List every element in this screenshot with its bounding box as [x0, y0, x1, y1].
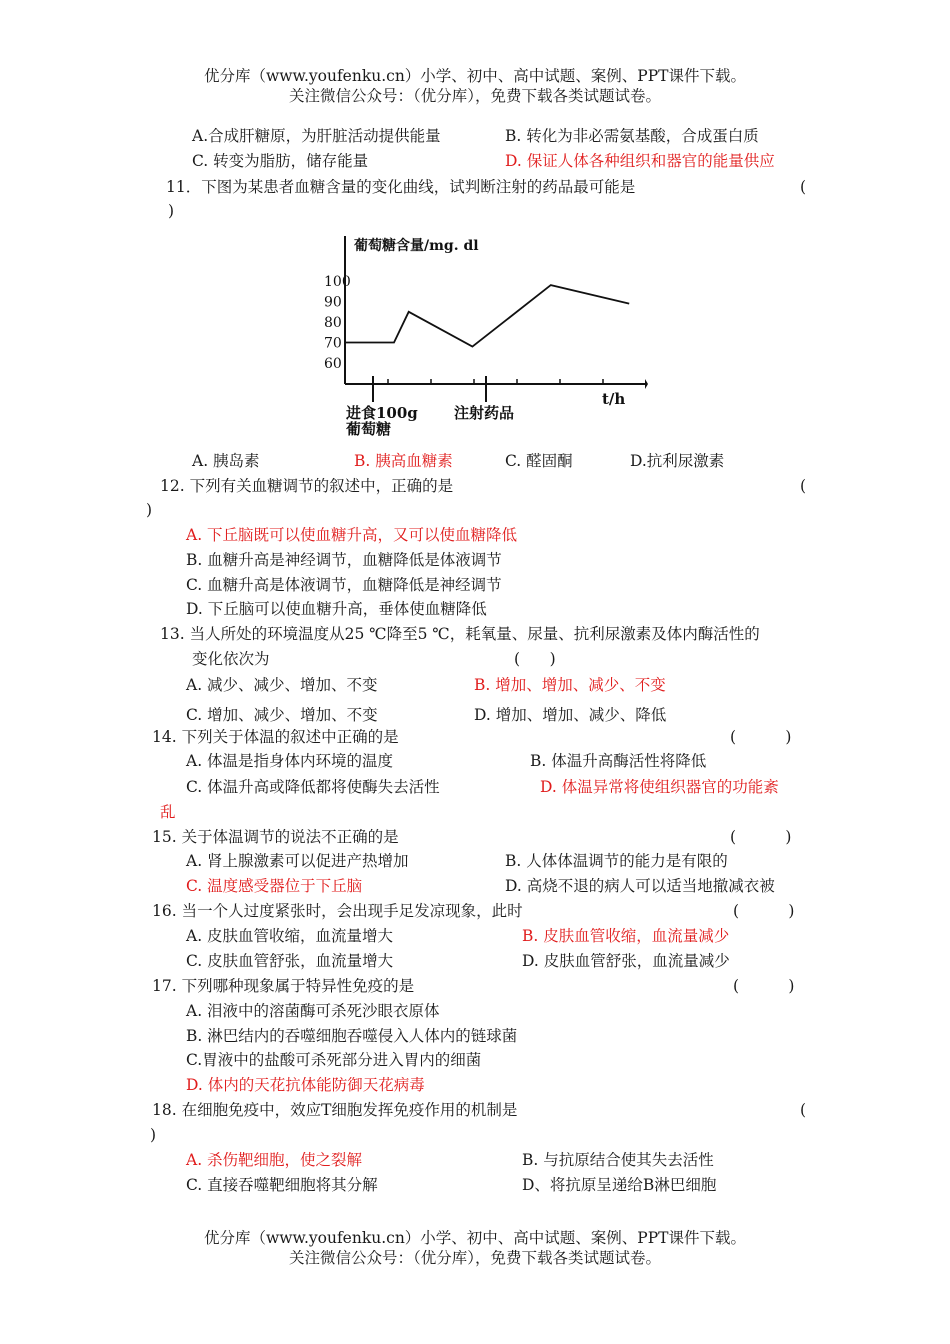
footer-line-2: 关注微信公众号：（优分库），免费下载各类试题试卷。 — [288, 1249, 661, 1267]
q12-option-d: D. 下丘脑可以使血糖升高，垂体使血糖降低 — [186, 600, 487, 618]
meal-annotation-2: 葡萄糖 — [346, 420, 392, 438]
q14-option-d-2: 乱 — [160, 803, 176, 821]
q16-option-c: C. 皮肤血管舒张，血流量增大 — [186, 952, 394, 970]
q15-option-d: D. 高烧不退的病人可以适当地撤减衣被 — [505, 877, 775, 895]
q10-option-d: D. 保证人体各种组织和器官的能量供应 — [505, 152, 775, 170]
header-line-1: 优分库（www.youfenku.cn）小学、初中、高中试题、案例、PPT课件下载。 — [203, 67, 747, 85]
y-tick-label: 60 — [324, 356, 342, 372]
q13-option-a: A. 减少、减少、增加、不变 — [186, 676, 378, 694]
header-line-2: 关注微信公众号：（优分库），免费下载各类试题试卷。 — [288, 87, 661, 105]
q15-option-a: A. 肾上腺激素可以促进产热增加 — [186, 852, 409, 870]
q18-paren-close: ) — [150, 1126, 157, 1144]
q11-option-c: C. 醛固酮 — [505, 452, 573, 470]
q11-option-b: B. 胰高血糖素 — [354, 452, 453, 470]
q18-paren-open: ( — [800, 1101, 807, 1119]
q15-option-b: B. 人体体温调节的能力是有限的 — [505, 852, 728, 870]
q18-option-c: C. 直接吞噬靶细胞将其分解 — [186, 1176, 378, 1194]
chart-xlabel: t/h — [602, 390, 626, 408]
injection-annotation: 注射药品 — [454, 404, 515, 422]
q15-option-c: C. 温度感受器位于下丘脑 — [186, 877, 363, 895]
q14-option-a: A. 体温是指身体内环境的温度 — [186, 752, 394, 770]
q17-option-a: A. 泪液中的溶菌酶可杀死沙眼衣原体 — [186, 1002, 440, 1020]
q11-paren-open: ( — [800, 178, 807, 196]
chart-x-arrow — [645, 379, 648, 389]
q17-option-d: D. 体内的天花抗体能防御天花病毒 — [186, 1076, 425, 1094]
q14-option-c: C. 体温升高或降低都将使酶失去活性 — [186, 778, 440, 796]
q14-option-d-1: D. 体温异常将使组织器官的功能紊 — [540, 778, 779, 796]
q18-option-b: B. 与抗原结合使其失去活性 — [522, 1151, 714, 1169]
q11-stem: 11．下图为某患者血糖含量的变化曲线，试判断注射的药品最可能是 — [166, 178, 636, 196]
q12-option-b: B. 血糖升高是神经调节，血糖降低是体液调节 — [186, 551, 502, 569]
q13-option-d: D. 增加、增加、减少、降低 — [474, 706, 667, 724]
q14-option-b: B. 体温升高酶活性将降低 — [530, 752, 707, 770]
q10-option-c: C. 转变为脂肪，储存能量 — [192, 152, 369, 170]
q17-stem: 17. 下列哪种现象属于特异性免疫的是 — [152, 977, 415, 995]
q10-option-a: A.合成肝糖原，为肝脏活动提供能量 — [192, 127, 441, 145]
q11-option-d: D.抗利尿激素 — [630, 452, 725, 470]
q17-paren: ( ) — [733, 977, 795, 995]
q14-stem: 14. 下列关于体温的叙述中正确的是 — [152, 728, 399, 746]
q18-option-a: A. 杀伤靶细胞，使之裂解 — [186, 1151, 363, 1169]
q16-paren: ( ) — [733, 902, 795, 920]
q11-option-a: A. 胰岛素 — [192, 452, 260, 470]
q11-paren-close: ) — [168, 202, 175, 220]
blood-glucose-chart — [324, 228, 660, 443]
y-tick-label: 100 — [324, 274, 351, 290]
q15-paren: ( ) — [730, 828, 792, 846]
q18-stem: 18. 在细胞免疫中，效应T细胞发挥免疫作用的机制是 — [152, 1101, 518, 1119]
q16-option-a: A. 皮肤血管收缩，血流量增大 — [186, 927, 394, 945]
q13-stem-1: 13. 当人所处的环境温度从25 ℃降至5 ℃，耗氧量、尿量、抗利尿激素及体内酶活性的 — [160, 625, 760, 643]
q13-option-c: C. 增加、减少、增加、不变 — [186, 706, 378, 724]
q12-paren-open: ( — [800, 477, 807, 495]
q12-option-c: C. 血糖升高是体液调节，血糖降低是神经调节 — [186, 576, 502, 594]
q16-option-d: D. 皮肤血管舒张，血流量减少 — [522, 952, 730, 970]
q12-paren-close: ) — [146, 501, 153, 519]
chart-ylabel: 葡萄糖含量/mg. dl — [354, 238, 479, 254]
q16-stem: 16. 当一个人过度紧张时，会出现手足发凉现象，此时 — [152, 902, 523, 920]
q14-paren: ( ) — [730, 728, 792, 746]
footer-line-1: 优分库（www.youfenku.cn）小学、初中、高中试题、案例、PPT课件下载。 — [203, 1229, 747, 1247]
q17-option-c: C.胃液中的盐酸可杀死部分进入胃内的细菌 — [186, 1051, 482, 1069]
y-tick-label: 90 — [324, 294, 342, 311]
q17-option-b: B. 淋巴结内的吞噬细胞吞噬侵入人体内的链球菌 — [186, 1027, 518, 1045]
meal-annotation-1: 进食100g — [346, 404, 418, 422]
chart-series-line — [345, 285, 629, 347]
q12-option-a: A. 下丘脑既可以使血糖升高，又可以使血糖降低 — [186, 526, 518, 544]
q13-stem-2: 变化依次为 — [192, 650, 270, 668]
q16-option-b: B. 皮肤血管收缩，血流量减少 — [522, 927, 730, 945]
q15-stem: 15. 关于体温调节的说法不正确的是 — [152, 828, 399, 846]
q13-paren: ( ) — [514, 650, 556, 668]
q18-option-d: D、将抗原呈递给B淋巴细胞 — [522, 1176, 717, 1194]
q12-stem: 12. 下列有关血糖调节的叙述中，正确的是 — [160, 477, 454, 495]
q10-option-b: B. 转化为非必需氨基酸，合成蛋白质 — [505, 127, 759, 145]
q13-option-b: B. 增加、增加、减少、不变 — [474, 676, 666, 694]
y-tick-label: 70 — [324, 335, 342, 352]
y-tick-label: 80 — [324, 315, 342, 331]
